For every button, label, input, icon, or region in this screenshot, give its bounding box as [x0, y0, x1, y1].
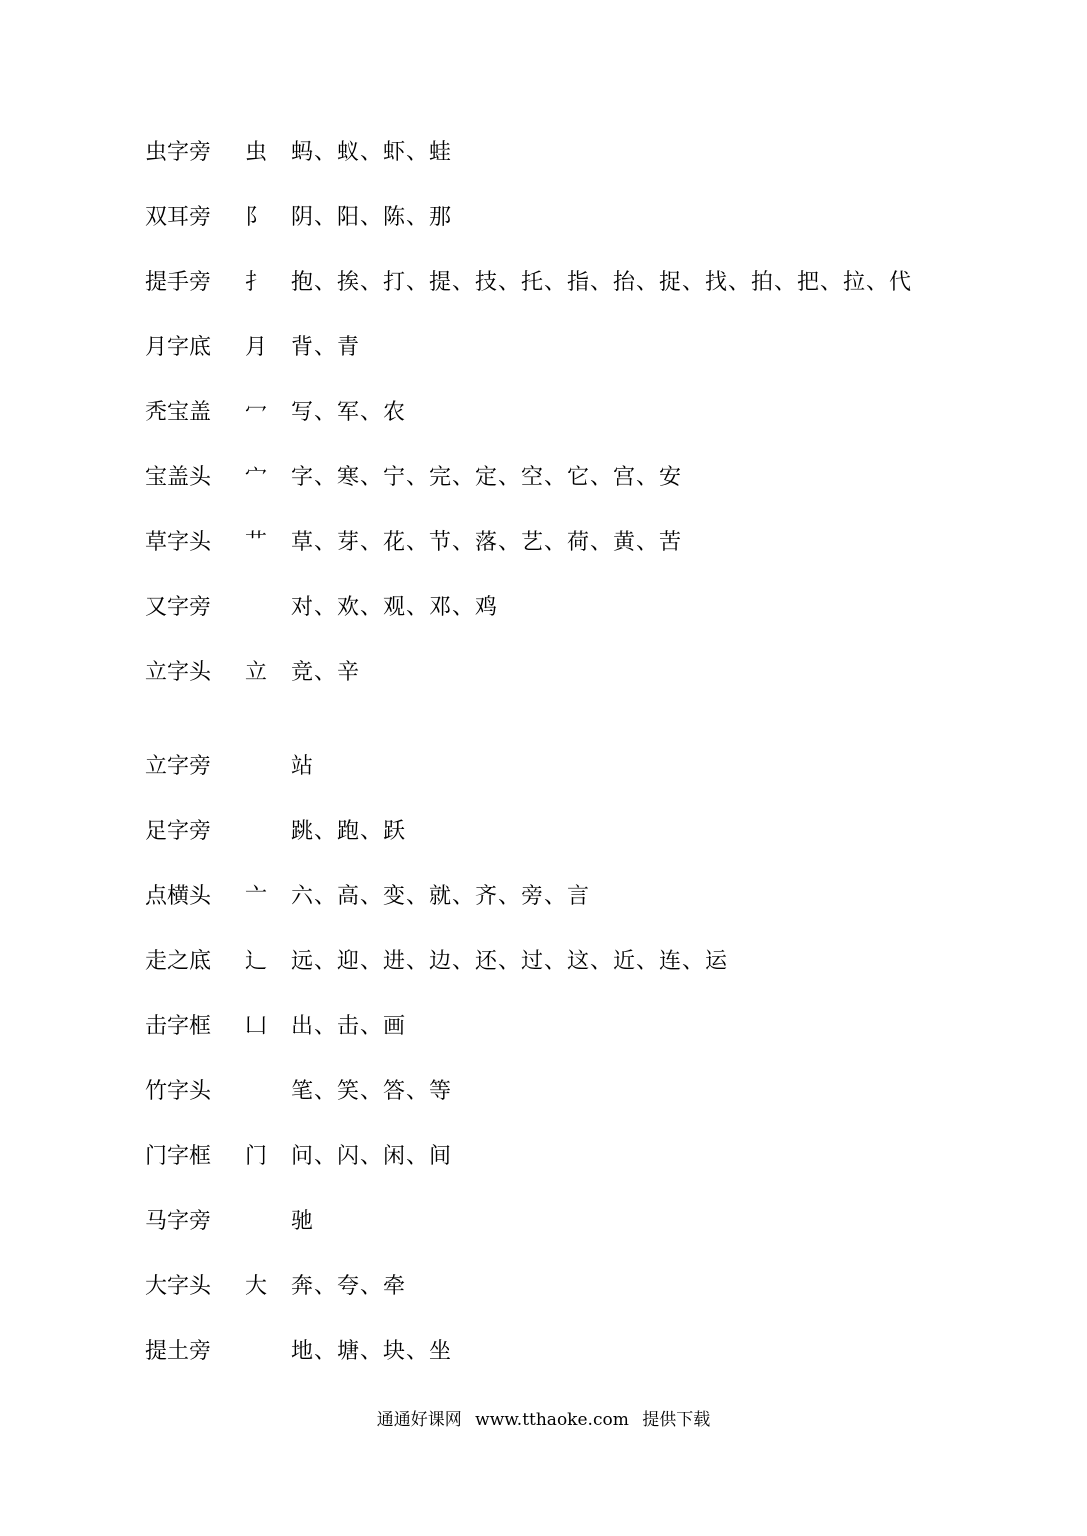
radical-row: [145, 461, 945, 495]
radical-name: 立字头: [145, 660, 212, 685]
example-characters: 写、军、农: [291, 400, 407, 425]
radical-name: 门字框: [145, 1144, 212, 1169]
radical-name: 击字框: [145, 1014, 212, 1039]
radical-symbol: 阝: [245, 205, 268, 230]
radical-symbol: 宀: [245, 465, 268, 490]
example-characters: 地、塘、块、坐: [291, 1339, 453, 1364]
page-footer: [0, 1406, 1087, 1434]
example-characters: 背、青: [291, 335, 361, 360]
radical-name: 竹字头: [145, 1079, 212, 1104]
radical-row: [145, 136, 945, 170]
example-characters: 远、迎、进、边、还、过、这、近、连、运: [291, 949, 729, 974]
example-characters: 草、芽、花、节、落、艺、荷、黄、苦: [291, 530, 683, 555]
example-characters: 问、闪、闲、间: [291, 1144, 453, 1169]
radical-row: [145, 266, 945, 300]
radical-symbol: 立: [245, 660, 268, 685]
radical-row: [145, 815, 945, 849]
radical-name: 马字旁: [145, 1209, 212, 1234]
example-characters: 阴、阳、陈、那: [291, 205, 453, 230]
example-characters: 奔、夸、牵: [291, 1274, 407, 1299]
radical-name: 双耳旁: [145, 205, 212, 230]
radical-symbol: 扌: [245, 270, 268, 295]
radical-name: 点横头: [145, 884, 212, 909]
radical-name: 提手旁: [145, 270, 212, 295]
radical-row: [145, 656, 945, 690]
example-characters: 抱、挨、打、提、技、托、指、抬、捉、找、拍、把、拉、代: [291, 270, 913, 295]
radical-row: [145, 591, 945, 625]
radical-symbol: 月: [245, 335, 268, 360]
radical-name: 足字旁: [145, 819, 212, 844]
example-characters: 字、寒、宁、完、定、空、它、宫、安: [291, 465, 683, 490]
radical-name: 月字底: [145, 335, 212, 360]
radical-symbol: 亠: [245, 884, 268, 909]
radical-symbol: 冖: [245, 400, 268, 425]
radical-symbol: 虫: [245, 140, 268, 165]
example-characters: 对、欢、观、邓、鸡: [291, 595, 499, 620]
radical-name: 草字头: [145, 530, 212, 555]
radical-row: [145, 1075, 945, 1109]
radical-row: [145, 526, 945, 560]
example-characters: 笔、笑、答、等: [291, 1079, 453, 1104]
radical-row: [145, 201, 945, 235]
radical-name: 大字头: [145, 1274, 212, 1299]
example-characters: 驰: [291, 1209, 315, 1234]
radical-name: 虫字旁: [145, 140, 212, 165]
radical-row: [145, 1205, 945, 1239]
radical-symbol: 艹: [245, 530, 268, 555]
radical-row: [145, 1010, 945, 1044]
example-characters: 六、高、变、就、齐、旁、言: [291, 884, 591, 909]
radical-row: [145, 750, 945, 784]
radical-name: 提土旁: [145, 1339, 212, 1364]
radical-symbol: 大: [245, 1274, 268, 1299]
radical-symbol: 门: [245, 1144, 268, 1169]
footer-suffix: 提供下载: [642, 1410, 711, 1430]
radical-symbol: 凵: [245, 1014, 268, 1039]
radical-row: [145, 1140, 945, 1174]
footer-site-name: 通通好课网: [376, 1410, 462, 1430]
radical-name: 又字旁: [145, 595, 212, 620]
footer-url: www.tthaoke.com: [475, 1410, 629, 1430]
radical-name: 秃宝盖: [145, 400, 212, 425]
example-characters: 蚂、蚁、虾、蛙: [291, 140, 453, 165]
radical-symbol: 辶: [245, 949, 268, 974]
radical-row: [145, 396, 945, 430]
radical-row: [145, 331, 945, 365]
example-characters: 跳、跑、跃: [291, 819, 407, 844]
radical-name: 走之底: [145, 949, 212, 974]
radical-row: [145, 880, 945, 914]
example-characters: 出、击、画: [291, 1014, 407, 1039]
radical-row: [145, 1335, 945, 1369]
radical-row: [145, 1270, 945, 1304]
example-characters: 竞、辛: [291, 660, 361, 685]
radical-row: [145, 945, 945, 979]
example-characters: 站: [291, 754, 315, 779]
radical-name: 立字旁: [145, 754, 212, 779]
radical-name: 宝盖头: [145, 465, 212, 490]
